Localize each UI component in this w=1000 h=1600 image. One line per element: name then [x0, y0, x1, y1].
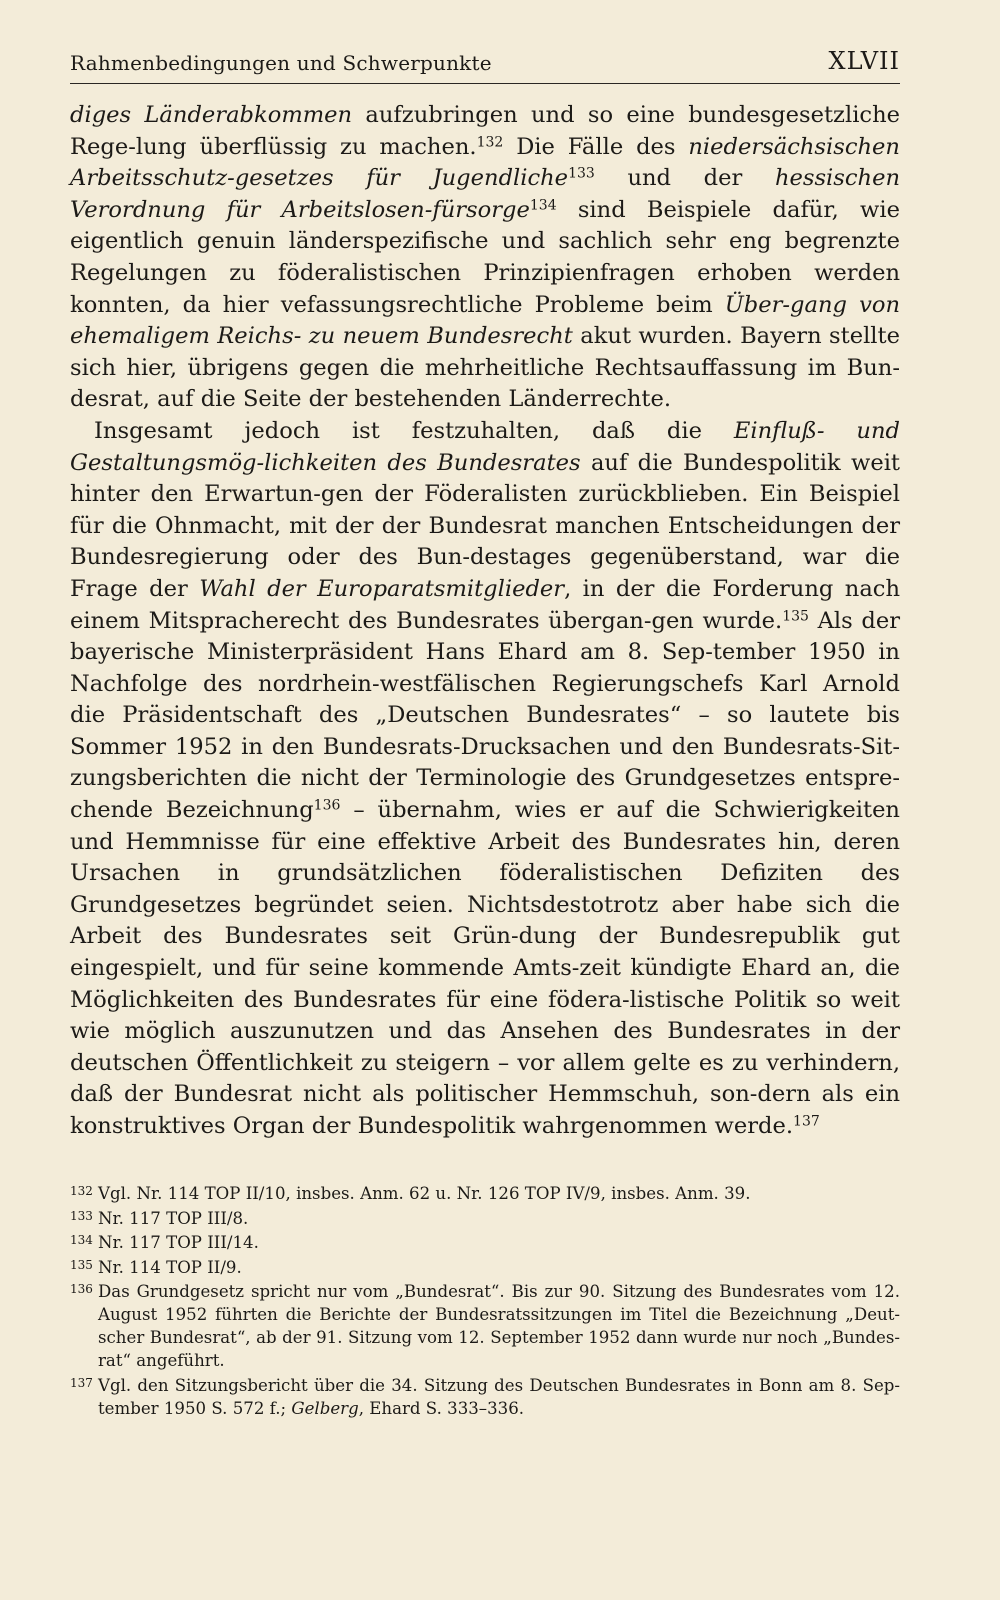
italic-term: niedersächsischen Arbeitsschutz-gesetzes für Jugendliche: [70, 133, 900, 192]
footnote-item: [70, 1256, 900, 1279]
text-run: Die Fälle des: [503, 133, 689, 160]
italic-term: Einfluß- und Gestaltungsmög-lichkeiten des Bundesrates: [70, 417, 900, 476]
footnote-item: [70, 1280, 900, 1372]
footnote-number: 134: [70, 1233, 93, 1247]
footnote-text: Nr. 117 TOP III/8.: [98, 1208, 249, 1228]
footnote-ref: 134: [529, 197, 557, 214]
footnote-text: [98, 1374, 900, 1420]
footnote-item: [70, 1182, 900, 1205]
text-run: – übernahm, wies er auf die Schwierigkeiten und Hemmnisse für eine effektive Arbeit des Bundesrates hin, deren Ursachen in grundsätzlichen föderalistischen Defiziten des Grundgesetzes begründet seien. Nichtsdestotrotz aber habe sich die Arbeit des Bundesrates seit Grün-dung der Bundesrepublik gut eingespielt, und für seine kommende Amts-zeit kündigte Ehard an, die Möglichkeiten des Bundesrates für eine födera-listische Politik so weit wie möglich auszunutzen und das Ansehen des Bundesrates in der deutschen Öffentlichkeit zu steigern – vor allem gelte es zu verhindern, daß der Bundesrat nicht als politischer Hemmschuh, son-dern als ein konstruktives Organ der Bundespolitik wahrgenommen werde.: [70, 797, 900, 1139]
footnote-number: 136: [70, 1282, 93, 1296]
italic-author: Gelberg: [291, 1398, 359, 1418]
footnote-text: Nr. 117 TOP III/14.: [98, 1233, 259, 1252]
footnote-text: Nr. 114 TOP II/9.: [98, 1257, 242, 1277]
running-header: [70, 44, 900, 84]
footnote-text: Das Grundgesetz spricht nur vom „Bundesrat“. Bis zur 90. Sitzung des Bundesrates vom 12. August 1952 führten die Berichte der Bundesratssitzungen im Titel die Bezeichnung „Deut-scher Bundesrat“, ab der 91. Sitzung vom 12. September 1952 dann wurde nur noch „Bundes-rat“ angeführt.: [98, 1282, 900, 1370]
text-run: sind Beispiele dafür, wie eigentlich genuin länderspezifische und sachlich sehr eng begrenzte Regelungen zu föderalistischen Prinzipienfragen erhoben werden konnten, da hier vefassungsrechtliche Probleme beim: [70, 196, 900, 318]
text-run: Insgesamt jedoch ist festzuhalten, daß die: [94, 417, 734, 444]
text-run: auf die Bundespolitik weit hinter den Erwartun-gen der Föderalisten zurückblieben. Ein Beispiel für die Ohnmacht, mit der der Bundesrat manchen Entscheidungen der Bundesregierung oder des Bun-destages gegenüberstand, war die Frage der: [70, 449, 901, 602]
footnote-item: [70, 1374, 900, 1420]
footnote-text: Vgl. Nr. 114 TOP II/10, insbes. Anm. 62 u. Nr. 126 TOP IV/9, insbes. Anm. 39.: [98, 1184, 751, 1203]
footnote-number: 135: [70, 1257, 93, 1272]
footnote-ref: 135: [782, 607, 809, 624]
footnote-ref: 133: [568, 165, 595, 182]
text-run: akut wurden. Bayern stellte sich hier, übrigens gegen die mehrheitliche Rechtsauffassung im Bun-desrat, auf die Seite der bestehenden Länderrechte.: [70, 323, 900, 413]
text-run: und der: [594, 165, 775, 192]
footnote-item: [70, 1207, 900, 1230]
body-text: [70, 100, 900, 1143]
footnote-ref: 137: [793, 1113, 820, 1130]
footnotes: [70, 1182, 900, 1421]
text-run: , in der die Forderung nach einem Mitspracherecht des Bundesrates übergan-gen wurde.: [70, 575, 900, 634]
paragraph-2: [70, 416, 900, 1143]
italic-term: Über-gang von ehemaligem Reichs- zu neuem Bundesrecht: [70, 291, 900, 350]
paragraph-1: [70, 100, 900, 416]
italic-term: Wahl der Europaratsmitglieder: [199, 575, 565, 602]
text-run: Vgl. den Sitzungsbericht über die 34. Sitzung des Deutschen Bundesrates in Bonn am 8. Sep-tember 1950 S. 572 f.;: [98, 1375, 900, 1418]
footnote-ref: 132: [476, 133, 504, 150]
running-title: Rahmenbedingungen und Schwerpunkte: [70, 51, 492, 75]
footnote-ref: 136: [313, 797, 341, 814]
footnote-item: [70, 1231, 900, 1254]
footnote-number: 132: [70, 1184, 93, 1198]
text-run: Als der bayerische Ministerpräsident Hans Ehard am 8. Sep-tember 1950 in Nachfolge des nordrhein-westfälischen Regierungschefs Karl Arnold die Präsidentschaft des „Deutschen Bundesrates“ – so lautete bis Sommer 1952 in den Bundesrats-Drucksachen und den Bundesrats-Sit-zungsberichten die nicht der Terminologie des Grundgesetzes entspre-chende Bezeichnung: [70, 607, 900, 824]
text-run: aufzubringen und so eine bundesgesetzliche Rege-lung überflüssig zu machen.: [70, 102, 900, 160]
footnote-number: 137: [70, 1375, 93, 1390]
italic-term: hessischen Verordnung für Arbeitslosen-fürsorge: [70, 165, 900, 223]
italic-term: diges Länderabkommen: [70, 102, 353, 128]
page-number: XLVII: [828, 47, 900, 75]
footnote-number: 133: [70, 1208, 93, 1223]
text-run: , Ehard S. 333–336.: [358, 1398, 525, 1418]
